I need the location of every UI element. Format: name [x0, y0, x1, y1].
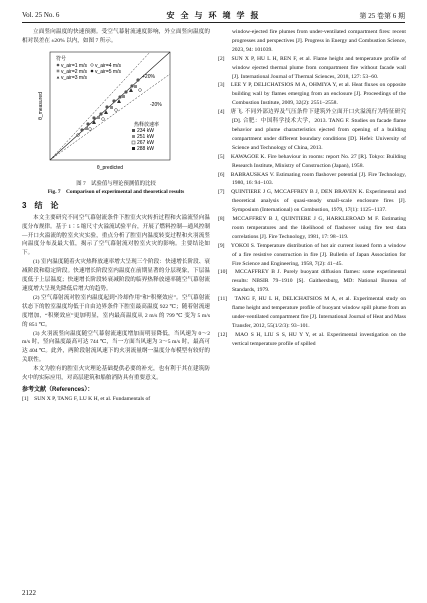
- figure-7: [22, 48, 210, 180]
- figure-7-plot: [22, 48, 210, 180]
- reference-item: [5] KAWAGOE K. Fire behaviour in rooms: report No. 27 [R]. Tokyo: Building Research Institute, Ministry of Construction (Japan), 1958.: [218, 153, 406, 169]
- legend-hrr: [132, 121, 159, 152]
- reference-item: [1] SUN X P, TANG F, LU K H, et al. Fundamentals of: [22, 395, 151, 402]
- data-point: [122, 95, 125, 98]
- data-point: [89, 127, 92, 130]
- reference-item: [10] MCCAFFREY B J. Purely buoyant diffusion flames: some experimental results: NBSIR 79−1910 [S]. Gaithersburg, MD: National Bureau of Standards, 1979.: [218, 269, 406, 294]
- data-point: [115, 108, 118, 111]
- conclusion-paragraph: (1) 室内温度随着火灾热释放速率增大呈现三个阶段：快速增长阶段、衰减阶段和稳定阶段。快速增长阶段室内温度在前期显著的分层现象，下层温度低于上层温度；快速增长阶段转衰减阶段的临界热释放速率随空气幕射流速度增大呈现先降低后增大的趋势。: [22, 259, 210, 292]
- data-point: [139, 88, 142, 91]
- data-point: [86, 122, 89, 125]
- data-point: [134, 85, 137, 88]
- legend-item: v_air=3 m/s: [61, 74, 87, 81]
- plus20-label: +20%: [142, 73, 155, 80]
- data-point: [130, 84, 133, 87]
- data-point: [102, 117, 105, 120]
- conclusion-paragraph: (2) 空气幕射流对腔室内温度起到“冷却作用”和“积聚效应”。空气幕射流状态下的腔室温度均低于自由边界条件下腔室最高温度 922 ℃；随着射流速度增加，“积聚效应”更加明显，室内最高温度从 2 m/s 的 799 ℃ 变为 5 m/s 的 851 ℃。: [22, 294, 210, 328]
- references-heading: 参考文献（References）：: [22, 386, 94, 393]
- legend-item: 251 kW: [137, 133, 154, 140]
- data-point: [99, 112, 102, 115]
- legend-item: v_air=4 m/s: [95, 62, 121, 69]
- journal-title: 安 全 与 环 境 学 报: [166, 11, 261, 20]
- data-point: [136, 78, 139, 81]
- data-point: [85, 127, 88, 130]
- data-point: [97, 116, 100, 119]
- scatter-points: [77, 78, 142, 136]
- running-header: [22, 9, 405, 23]
- data-point: [92, 116, 95, 119]
- figure-caption-en: Fig. 7 Comparison of experimental and theoretical results: [47, 188, 185, 195]
- legend-speed-title: 符号: [56, 55, 67, 62]
- page-number: 2122: [22, 589, 36, 597]
- right-column: [218, 28, 406, 349]
- legend-speed: [56, 55, 121, 81]
- legend-hrr-title: 热释放速率: [134, 121, 160, 128]
- conclusion-paragraph: (3) 火羽流竖向温度随空气幕射流速度增加而明显降低，当风速为 0～2 m/s 时，竖向温度最高可达 744 ℃，当一方面当风速为 3～5 m/s 时，最高可达 404 ℃。此外，两阶段射流风速下的火羽流量纲一温度分布模型有较好的关联性。: [22, 330, 210, 364]
- reference-item: [11] TANG F, HU L H, DELICHATSIOS M A, et al. Experimental study on flame height and temperature profile of buoyant window spill plume from an under-ventilated compartment fire [J]. International Journal of Heat and Mass Transfer, 2012, 55(1/2/3): 93−101.: [218, 296, 406, 329]
- data-point: [80, 128, 83, 131]
- reference-item: [3] LEE Y P, DELICHATSIOS M A, OHMIYA Y, et al. Heat fluxes on opposite building wall by flames emerging from an enclosure [J]. Proceedings of the Combustion Institute, 2009, 32(2): 2551−2558.: [218, 82, 406, 107]
- legend-item: 267 kW: [137, 139, 154, 146]
- header-rule: [22, 22, 405, 23]
- volume-issue-zh: 第 25 卷第 6 期: [359, 12, 405, 20]
- reference-item: [8] MCCAFFREY B J, QUINTIERE J G, HARKLEROAD M F. Estimating room temperatures and the likelihood of flashover using fire test data correlations [J]. Fire Technology, 1981, 17: 98−119.: [218, 216, 406, 240]
- data-point: [124, 90, 127, 93]
- reference-item: [6] BABRAUSKAS V. Estimating room flashover potential [J]. Fire Technology, 1980, 16: 94−103.: [218, 171, 406, 187]
- reference-item: [2] SUN X P, HU L H, REN F, et al. Flame height and temperature profile of window ejected thermal plume from compartment fire without facade wall [J]. International Journal of Thermal Sciences, 2018, 127: 53−60.: [218, 55, 406, 80]
- legend-item: v_air=2 m/s: [61, 68, 87, 75]
- data-point: [105, 105, 108, 108]
- legend-item: v_air=1 m/s: [61, 62, 87, 69]
- figure-caption-zh: 图 7 试验值与理论预测值的比较: [76, 180, 156, 187]
- reference-item: [7] QUINTIERE J G, MCCAFFREY B J, DEN BRAVEN K. Experimental and theoretical analysis of quasi-steady small-scale enclosure fires [J]. Symposium (International) on Combustion, 1979, 17(1): 1125−1137.: [218, 189, 406, 214]
- left-column: [22, 28, 210, 404]
- reference-item: [4] 唐飞. 不同外部边界及气压条件下建筑外立面开口火溢流行为特征研究[D]. 合肥：中国科学技术大学，2013. TANG F. Studies on facade flame behavior and plume characteristics ejected from opening of a building compartment under different boundary conditions [D]. Hefei: University of Science and Technology of China, 2013.: [218, 109, 406, 151]
- y-axis-label: θ_measured: [38, 91, 44, 120]
- legend-item: 234 kW: [137, 127, 154, 134]
- data-point: [112, 99, 115, 102]
- data-point: [110, 106, 113, 109]
- x-axis-label: θ_predicted: [96, 164, 124, 171]
- intro-paragraph: 立面竖向温度的快速预测。受空气幕射流速度影响，外立面竖向温度的相对误差在 ±20% 以内，如图 7 所示。: [22, 29, 210, 44]
- minus20-label: -20%: [150, 101, 162, 108]
- reference-item: window-ejected fire plumes from under-ventilated compartment fires: recent progresses and perspectives [J]. Progress in Energy and Combustion Science, 2023, 94: 101039.: [232, 29, 406, 53]
- reference-item: [12] MAO S H, LIU S S, HU Y Y, et al. Experimental investigation on the vertical temperature profile of spilled: [218, 331, 406, 347]
- section-heading: 3 结 论: [22, 200, 59, 210]
- volume-issue: Vol. 25 No. 6: [22, 11, 60, 19]
- legend-item: v_air=5 m/s: [95, 68, 121, 75]
- conclusion-paragraph: 本文主要研究不同空气幕射流条件下腔室火灾转折过程和火溢流竖向温度分布规律。基于 1∶5 缩尺寸火溢流试验平台，开展了燃料控制—通风控制—开口火溢流的腔室火灾实验，重点分析了腔室内温度转变过程和火羽流竖向温度分布及最大值，揭示了空气幕射流对腔室火灾的影响。主要结论如下。: [22, 214, 210, 257]
- conclusion-paragraph: 本文为腔有的腔室火灾理论基础提供必要的补充，也有利于其在建筑防火中的实际应用，对高层建筑和船舶消防具有重要意义。: [22, 366, 210, 382]
- reference-item: [9] YOKOI S. Temperature distribution of hot air current issued form a window of a fire resistive construction in fire [J]. Bulletin of Japan Association for Fire Science and Engineering, 1958, 7(2): 41−45.: [218, 242, 406, 267]
- data-point: [118, 95, 121, 98]
- legend-item: 288 kW: [137, 145, 154, 152]
